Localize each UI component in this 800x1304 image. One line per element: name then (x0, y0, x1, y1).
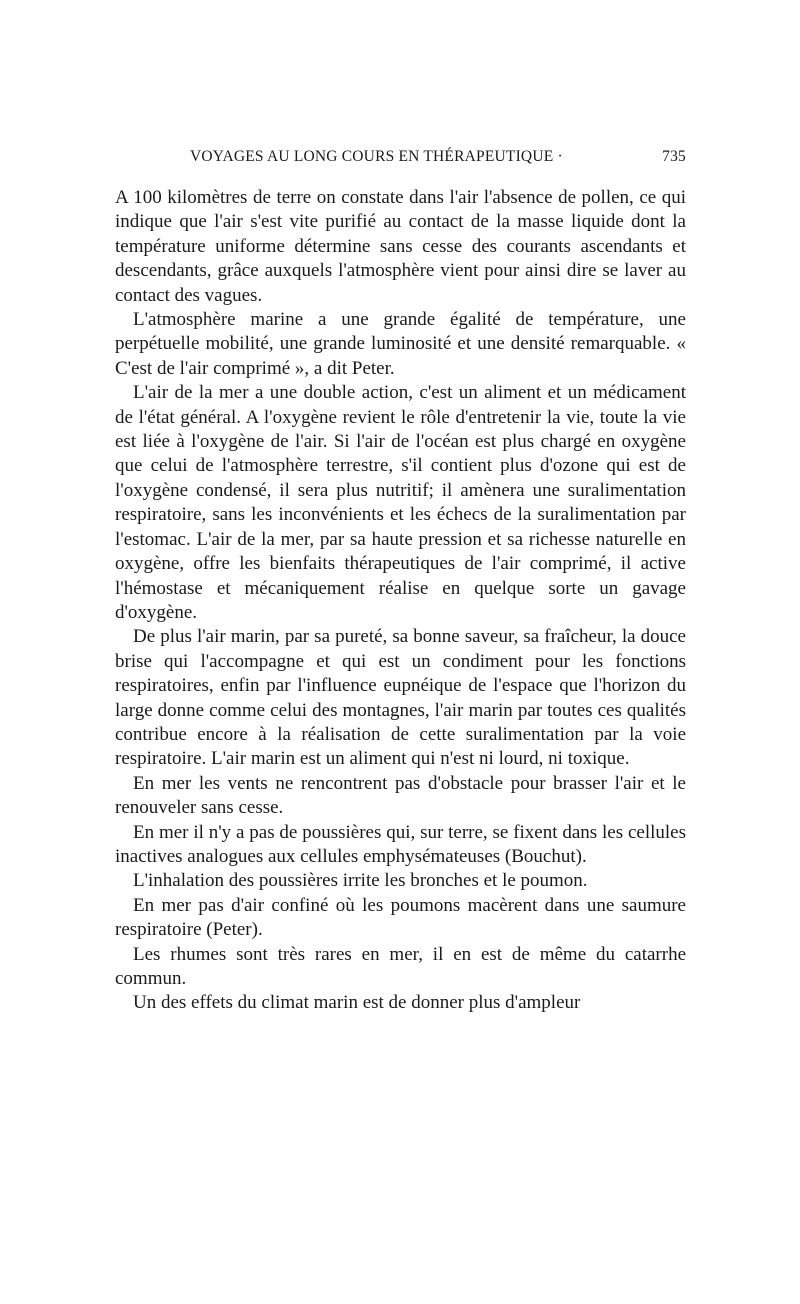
page-number: 735 (662, 148, 686, 165)
paragraph: En mer pas d'air confiné où les poumons macèrent dans une saumure respiratoire (Peter). (115, 894, 686, 941)
paragraph: En mer les vents ne rencontrent pas d'obstacle pour brasser l'air et le renouveler sans cesse. (115, 772, 686, 819)
paragraph: En mer il n'y a pas de poussières qui, sur terre, se fixent dans les cellules inactives analogues aux cellules emphysémateuses (Bouchut). (115, 821, 686, 867)
running-head: VOYAGES AU LONG COURS EN THÉRAPEUTIQUE · (190, 148, 563, 165)
body-text (115, 186, 686, 1016)
page-header (190, 148, 686, 170)
paragraph: A 100 kilomètres de terre on constate dans l'air l'absence de pollen, ce qui indique que l'air s'est vite purifié au contact de la masse liquide dont la température uniforme détermine sans cesse des courants ascendants et descendants, grâce auxquels l'atmosphère vient pour ainsi dire se laver au contact des vagues. (115, 187, 686, 306)
paragraph: Les rhumes sont très rares en mer, il en est de même du catarrhe commun. (115, 943, 686, 989)
paragraph: Un des effets du climat marin est de donner plus d'ampleur (133, 992, 581, 1014)
paragraph: L'inhalation des poussières irrite les bronches et le poumon. (133, 870, 588, 892)
paragraph: De plus l'air marin, par sa pureté, sa bonne saveur, sa fraîcheur, la douce brise qui l'accompagne et qui est un condiment pour les fonctions respiratoires, enfin par l'influence eupnéique de l'espace que l'horizon du large donne comme celui des montagnes, l'air marin par toutes ces qualités contribue encore à la réalisation de cette suralimentation par la voie respiratoire. L'air marin est un aliment qui n'est ni lourd, ni toxique. (115, 626, 686, 770)
paragraph: L'atmosphère marine a une grande égalité de température, une perpétuelle mobilité, une grande luminosité et une densité remarquable. « C'est de l'air comprimé », a dit Peter. (115, 309, 686, 379)
paragraph: L'air de la mer a une double action, c'est un aliment et un médicament de l'état général. A l'oxygène revient le rôle d'entretenir la vie, toute la vie est liée à l'oxygène de l'air. Si l'air de l'océan est plus chargé en oxygène que celui de l'atmosphère terrestre, s'il contient plus d'ozone qui est de l'oxygène condensé, il sera plus nutritif; il amènera une suralimentation respiratoire, sans les inconvénients et les échecs de la suralimentation par l'estomac. L'air de la mer, par sa haute pression et sa richesse naturelle en oxygène, offre les bienfaits thérapeutiques de l'air comprimé, il active l'hémostase et mécaniquement réalise en quelque sorte un gavage d'oxygène. (115, 382, 686, 623)
